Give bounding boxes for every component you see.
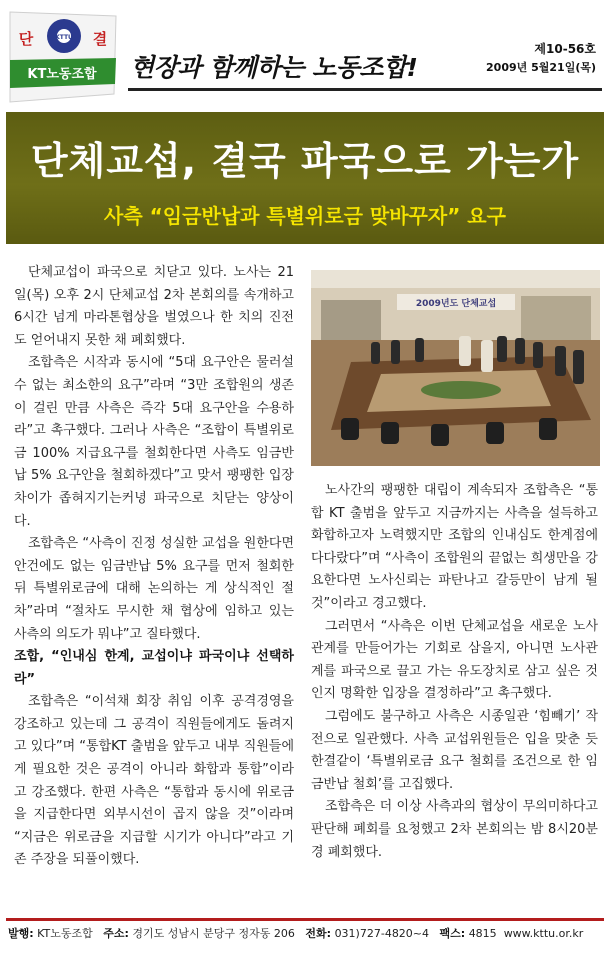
negotiation-photo (311, 270, 600, 466)
website-link[interactable]: www.kttu.or.kr (503, 927, 584, 940)
flag-right-text: 결 (92, 30, 108, 48)
address-label: 주소: (103, 927, 129, 940)
headline: 단체교섭, 결국 파국으로 가는가 (30, 139, 580, 183)
paragraph: 조합측은 “사측이 진정 성실한 교섭을 원한다면 안건에도 없는 임금반납 5% 요구를 먼저 철회한 뒤 특별위로금에 대해 논의하는 게 상식적인 절차”라며 “절차도 무시한 채 협상에 임하고 있는 사측의 의도가 뭐냐”고 질타했다. (14, 536, 294, 642)
photo-banner-text: 2009년도 단체교섭 (415, 299, 497, 309)
paragraph: 조합측은 더 이상 사측과의 협상이 무의미하다고 판단해 폐회를 요청했고 2차 본회의는 밤 8시20분경 폐회했다. (311, 799, 598, 860)
publisher-label: 발행: (8, 927, 34, 940)
headline-banner (6, 112, 604, 244)
publisher: KT노동조합 (37, 927, 93, 940)
paragraph: 조합측은 시작과 동시에 “5대 요구안은 물러설 수 없는 최소한의 요구”라며 “3만 조합원의 생존이 걸린 만큼 사측은 즉각 5대 요구안을 수용하라”고 촉구했다. 그러나 사측은 “조합이 특별위로금 100% 지급요구를 철회한다면 사측도 임금반납 5% 요구안을 철회하겠다”고 맞서 팽팽한 입장차이가 좁혀지기는커녕 파국으로 치닫는 양상이다. (14, 355, 294, 529)
phone-label: 전화: (305, 927, 332, 940)
article-right-column (311, 480, 598, 864)
phone: 031)727-4820~4 (334, 927, 430, 940)
section-heading: 조합, “인내심 한계, 교섭이냐 파국이냐 선택하라” (14, 649, 294, 687)
meeting-room-illustration (311, 270, 600, 466)
paragraph: 단체교섭이 파국으로 치닫고 있다. 노사는 21일(목) 오후 2시 단체교섭 2차 본회의를 속개하고 6시간 넘게 마라톤협상을 벌였으나 한 치의 진전도 얻어내지 못한 채 폐회했다. (14, 265, 294, 348)
paragraph: 그럼에도 불구하고 사측은 시종일관 ‘힘빼기’ 작전으로 일관했다. 사측 교섭위원들은 입을 맞춘 듯 한결같이 ‘특별위로금 요구 철회를 조건으로 한 임금반납 철회’를 고집했다. (311, 708, 598, 792)
footer-rule (6, 918, 604, 921)
paragraph: 그러면서 “사측은 이번 단체교섭을 새로운 노사관계를 만들어가는 기회로 삼을지, 아니면 노사관계를 파국으로 끌고 가는 유도장치로 삼고 싶은 것인지 명확한 입장을 결정하라”고 촉구했다. (311, 618, 598, 702)
subheadline: 사측 “임금반납과 특별위로금 맞바꾸자” 요구 (104, 204, 506, 228)
article-left-column (14, 262, 294, 872)
fax-label: 팩스: (439, 927, 466, 940)
union-flag-logo (4, 6, 122, 104)
masthead (0, 0, 610, 110)
issue-info (486, 40, 596, 75)
address: 경기도 성남시 분당구 정자동 206 (132, 927, 295, 940)
footer (8, 925, 608, 941)
fax: 4815 (468, 927, 497, 940)
flag-band-text: KT노동조합 (27, 67, 97, 82)
slogan: 현장과 함께하는 노동조합! (130, 53, 418, 82)
issue-number: 제10-56호 (534, 42, 596, 56)
paragraph: 노사간의 팽팽한 대립이 계속되자 조합측은 “통합 KT 출범을 앞두고 지금까지는 사측을 설득하고 화합하고자 노력했지만 조합의 인내심도 한계점에 다다랐다”며 “사측이 조합원의 끝없는 희생만을 강요한다면 노사신뢰는 파탄나고 갈등만이 남게 될 것”이라고 경고했다. (311, 483, 598, 611)
paragraph: 조합측은 “이석채 회장 취임 이후 공격경영을 강조하고 있는데 그 공격이 직원들에게도 돌려지고 있다”며 “통합KT 출범을 앞두고 내부 직원들에게 필요한 것은 공격이 아니라 화합과 통합”이라고 강조했다. 한편 사측은 “통합과 동시에 위로금을 지급한다면 외부시선이 곱지 않을 것”이라며 “지금은 위로금을 지급할 시기가 아니다”라고 기존 주장을 되풀이했다. (14, 694, 294, 868)
flag-center-text: KTTU (55, 34, 73, 41)
header-rule (128, 88, 602, 91)
issue-date: 2009년 5월21일(목) (486, 61, 596, 74)
flag-left-text: 단 (18, 30, 34, 48)
